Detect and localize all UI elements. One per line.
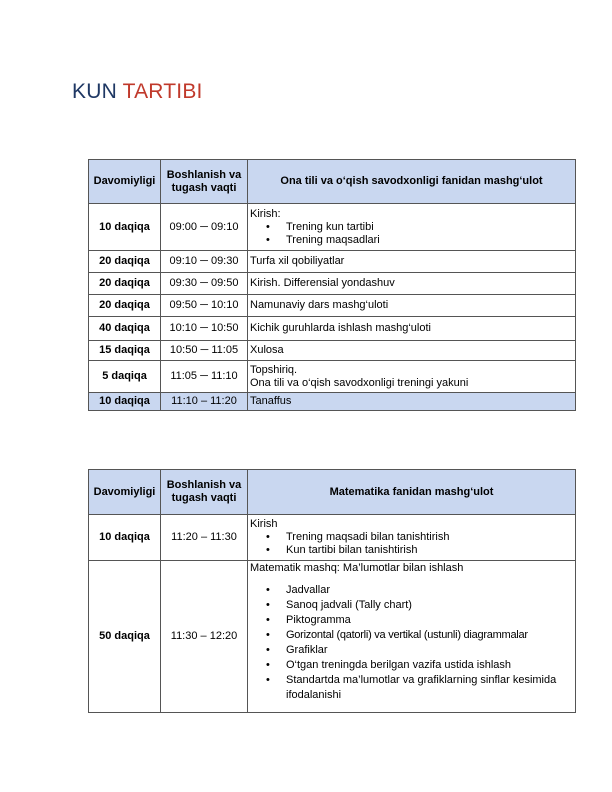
page-title (72, 80, 203, 104)
duration-cell: 20 daqiqa (89, 295, 161, 317)
table-header-row (89, 160, 576, 204)
table-row (89, 561, 576, 713)
time-cell: 10:50 ─ 11:05 (161, 341, 248, 361)
duration-cell: 15 daqiqa (89, 341, 161, 361)
activity-text: Kirish (250, 518, 278, 530)
table-row (89, 317, 576, 341)
duration-cell: 10 daqiqa (89, 204, 161, 251)
header-subject: Ona tili va o‘qish savodxonligi fanidan mashg‘ulot (248, 160, 576, 204)
activity-cell: Turfa xil qobiliyatlar (248, 251, 576, 273)
time-cell: 09:00 ─ 09:10 (161, 204, 248, 251)
time-cell: 11:05 ─ 11:10 (161, 361, 248, 393)
list-item: • Trening maqsadlari (286, 234, 573, 247)
list-item: • Jadvallar (286, 583, 573, 598)
duration-cell: 40 daqiqa (89, 317, 161, 341)
table-row (89, 341, 576, 361)
time-cell: 11:20 – 11:30 (161, 515, 248, 561)
duration-cell: 50 daqiqa (89, 561, 161, 713)
bullet-list (250, 583, 573, 703)
time-cell: 11:30 – 12:20 (161, 561, 248, 713)
title-part-2: TARTIBI (122, 80, 203, 103)
duration-cell: 5 daqiqa (89, 361, 161, 393)
list-item: • Trening maqsadi bilan tanishtirish (286, 531, 573, 544)
duration-cell: 10 daqiqa (89, 515, 161, 561)
header-time: Boshlanish va tugash vaqti (161, 160, 248, 204)
activity-cell: Namunaviy dars mashg‘uloti (248, 295, 576, 317)
schedule-table-language (88, 159, 576, 411)
time-cell: 09:50 ─ 10:10 (161, 295, 248, 317)
table-row (89, 295, 576, 317)
activity-text: Topshiriq. (250, 363, 298, 376)
duration-cell: 10 daqiqa (89, 393, 161, 411)
list-item: • Grafiklar (286, 643, 573, 658)
duration-cell: 20 daqiqa (89, 273, 161, 295)
bullet-list (250, 221, 573, 247)
duration-cell: 20 daqiqa (89, 251, 161, 273)
time-cell: 11:10 – 11:20 (161, 393, 248, 411)
activity-cell: Kirish. Differensial yondashuv (248, 273, 576, 295)
activity-text: Kirish: (250, 207, 281, 220)
header-duration: Davomiyligi (89, 160, 161, 204)
list-item: • Kun tartibi bilan tanishtirish (286, 544, 573, 557)
activity-text-2: Ona tili va o‘qish savodxonligi treningi yakuni (250, 376, 469, 389)
header-subject: Matematika fanidan mashg‘ulot (248, 470, 576, 515)
header-time: Boshlanish va tugash vaqti (161, 470, 248, 515)
schedule-table-math (88, 469, 576, 713)
title-part-1: KUN (72, 80, 117, 103)
activity-cell: Kichik guruhlarda ishlash mashg‘uloti (248, 317, 576, 341)
table-row (89, 273, 576, 295)
table-row (89, 515, 576, 561)
bullet-list (250, 531, 573, 557)
list-item: • Standartda ma’lumotlar va grafiklarning sinflar kesimida ifodalanishi (286, 673, 573, 703)
list-item: • O‘tgan treningda berilgan vazifa ustida ishlash (286, 658, 573, 673)
activity-cell: Tanaffus (248, 393, 576, 411)
table-row (89, 361, 576, 393)
time-cell: 09:10 ─ 09:30 (161, 251, 248, 273)
activity-cell: Xulosa (248, 341, 576, 361)
activity-text: Matematik mashq: Ma’lumotlar bilan ishlash (250, 562, 464, 574)
list-item: • Piktogramma (286, 613, 573, 628)
time-cell: 10:10 ─ 10:50 (161, 317, 248, 341)
list-item: • Gorizontal (qatorli) va vertikal (ustunli) diagrammalar (286, 628, 573, 643)
activity-cell (248, 515, 576, 561)
header-duration: Davomiyligi (89, 470, 161, 515)
activity-cell (248, 204, 576, 251)
table-row (89, 251, 576, 273)
activity-cell (248, 561, 576, 713)
table-row (89, 393, 576, 411)
table-header-row (89, 470, 576, 515)
time-cell: 09:30 ─ 09:50 (161, 273, 248, 295)
activity-cell (248, 361, 576, 393)
list-item: • Trening kun tartibi (286, 221, 573, 234)
list-item: • Sanoq jadvali (Tally chart) (286, 598, 573, 613)
table-row (89, 204, 576, 251)
